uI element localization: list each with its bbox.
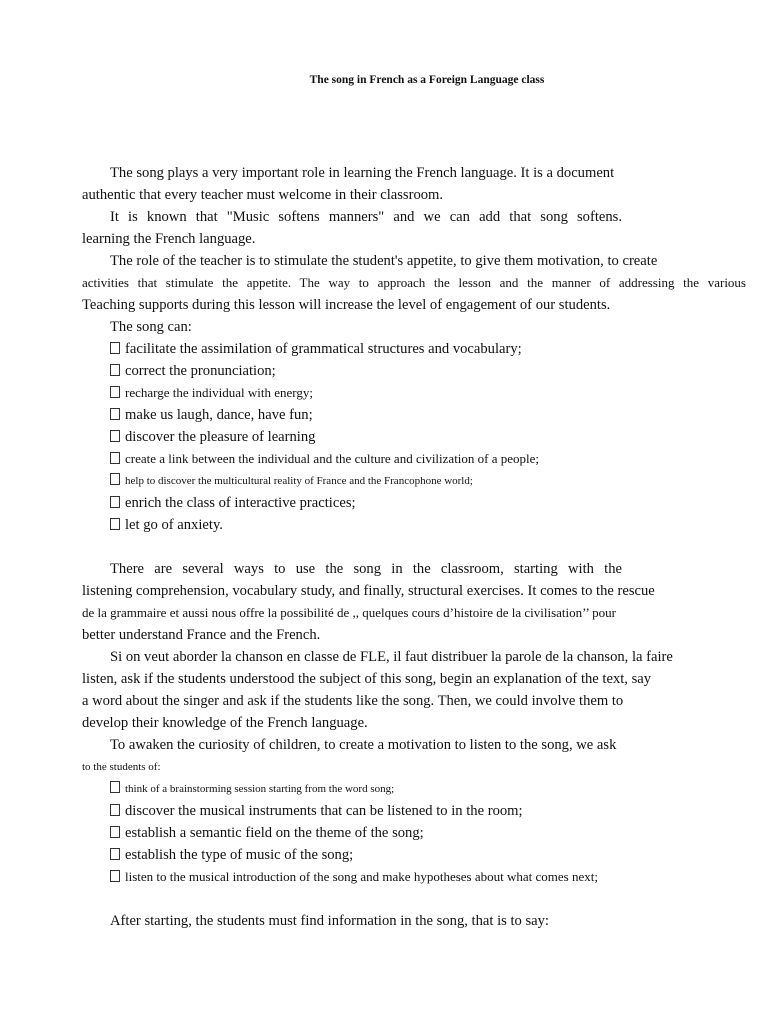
paragraph-line: listening comprehension, vocabulary study, and finally, structural exercises. It comes to the rescue xyxy=(82,583,655,599)
list-item: establish a semantic field on the theme of the song; xyxy=(82,822,746,844)
paragraph-line: There are several ways to use the song in the classroom, starting with the xyxy=(110,561,622,577)
bullet-box-icon xyxy=(110,342,120,354)
bullet-box-icon xyxy=(110,473,120,485)
paragraph-line: a word about the singer and ask if the students like the song. Then, we could involve them to xyxy=(82,693,624,709)
list-item: facilitate the assimilation of grammatical structures and vocabulary; xyxy=(82,338,746,360)
list-item: correct the pronunciation; xyxy=(82,360,746,382)
paragraph-line: It is known that "Music softens manners" and we can add that song softens. xyxy=(110,209,622,225)
list-item: enrich the class of interactive practices; xyxy=(82,492,746,514)
list-item: let go of anxiety. xyxy=(82,514,746,536)
bullet-box-icon xyxy=(110,430,120,442)
paragraph-line: Si on veut aborder la chanson en classe de FLE, il faut distribuer la parole de la chanson, la faire xyxy=(110,649,673,665)
list-item: listen to the musical introduction of the song and make hypotheses about what comes next; xyxy=(82,866,746,888)
paragraph-line: to the students of: xyxy=(82,761,161,773)
bullet-box-icon xyxy=(110,452,120,464)
bullet-box-icon xyxy=(110,781,120,793)
paragraph-line: The song plays a very important role in learning the French language. It is a document xyxy=(110,165,615,181)
paragraph-line: better understand France and the French. xyxy=(82,627,321,643)
paragraph-line: develop their knowledge of the French language. xyxy=(82,715,368,731)
paragraph-line: listen, ask if the students understood the subject of this song, begin an explanation of the text, say xyxy=(82,671,652,687)
paragraph-line: authentic that every teacher must welcome in their classroom. xyxy=(82,187,444,203)
list-item: make us laugh, dance, have fun; xyxy=(82,404,746,426)
list-item: create a link between the individual and the culture and civilization of a people; xyxy=(82,448,746,470)
bullet-box-icon xyxy=(110,408,120,420)
document-title: The song in French as a Foreign Language class xyxy=(309,74,545,86)
paragraph-line: de la grammaire et aussi nous offre la possibilité de ,, quelques cours d’histoire de la civilisation’’ pour xyxy=(82,605,616,620)
bullet-box-icon xyxy=(110,848,120,860)
bullet-box-icon xyxy=(110,804,120,816)
paragraph-line: After starting, the students must find information in the song, that is to say: xyxy=(110,913,549,929)
list-item: think of a brainstorming session starting from the word song; xyxy=(82,778,746,800)
document-body xyxy=(82,162,746,932)
list-item: recharge the individual with energy; xyxy=(82,382,746,404)
bullet-box-icon xyxy=(110,496,120,508)
paragraph-line: activities that stimulate the appetite. The way to approach the lesson and the manner of addressing the various xyxy=(82,275,746,290)
paragraph-line: The role of the teacher is to stimulate the student's appetite, to give them motivation, to create xyxy=(110,253,658,269)
bullet-box-icon xyxy=(110,518,120,530)
list-heading: The song can: xyxy=(110,319,192,335)
list-item: discover the musical instruments that can be listened to in the room; xyxy=(82,800,746,822)
paragraph-line: Teaching supports during this lesson will increase the level of engagement of our students. xyxy=(82,297,611,313)
paragraph-gap xyxy=(82,888,746,910)
list-item: help to discover the multicultural reality of France and the Francophone world; xyxy=(82,470,746,492)
bullet-box-icon xyxy=(110,826,120,838)
bullet-box-icon xyxy=(110,386,120,398)
bullet-box-icon xyxy=(110,870,120,882)
paragraph-line: learning the French language. xyxy=(82,231,256,247)
paragraph-line: To awaken the curiosity of children, to create a motivation to listen to the song, we ask xyxy=(110,737,617,753)
bullet-box-icon xyxy=(110,364,120,376)
list-item: establish the type of music of the song; xyxy=(82,844,746,866)
list-item: discover the pleasure of learning xyxy=(82,426,746,448)
paragraph-gap xyxy=(82,536,746,558)
